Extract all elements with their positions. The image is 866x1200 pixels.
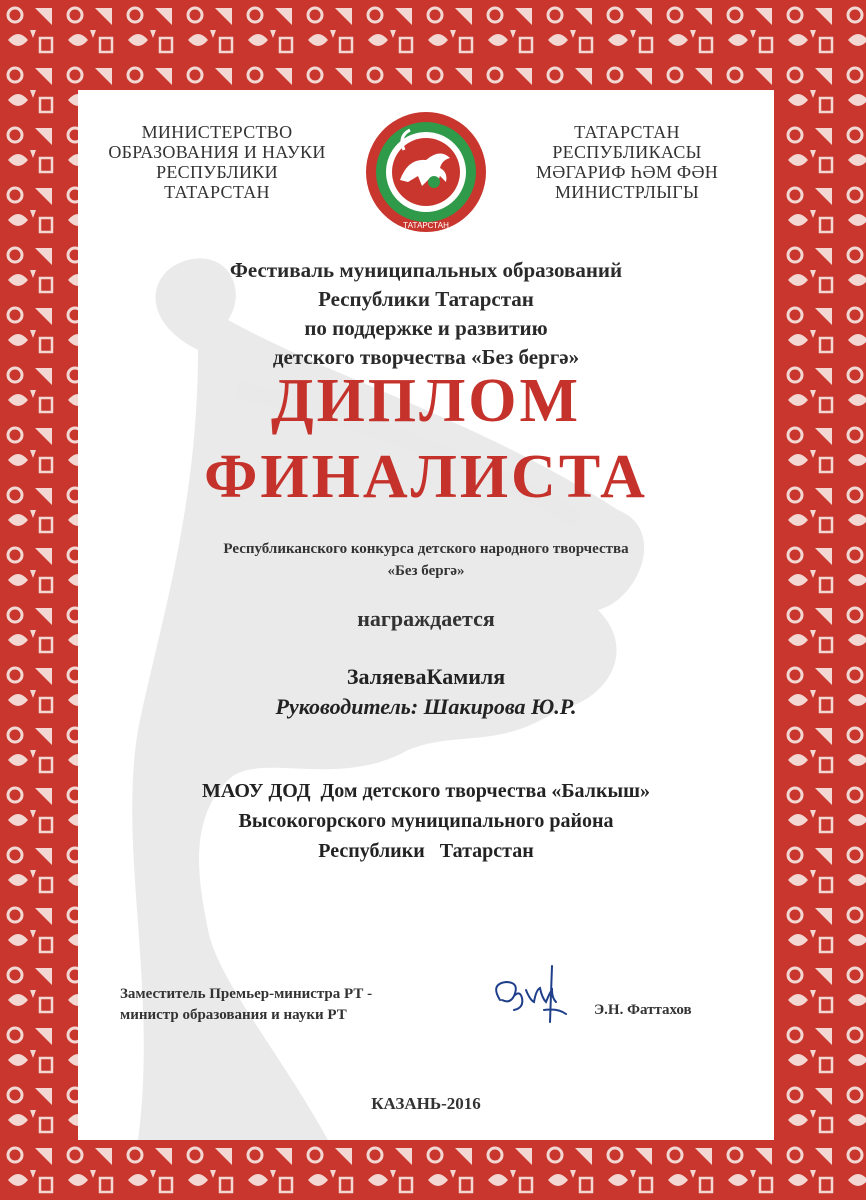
ministry-ru-line: МИНИСТЕРСТВО: [141, 122, 293, 142]
recipient-leader: Руководитель: Шакирова Ю.Р.: [275, 694, 577, 719]
ministry-ru-line: ТАТАРСТАН: [164, 182, 270, 202]
ministry-tt-line: ТАТАРСТАН: [574, 122, 680, 142]
diploma-sheet: [78, 90, 774, 1140]
city-year: КАЗАНЬ-2016: [371, 1094, 481, 1113]
organization: [78, 776, 774, 866]
organization-line: МАОУ ДОД Дом детского творчества «Балкыш»: [202, 780, 650, 802]
ministry-name-russian: [92, 122, 342, 202]
signatory-position: [120, 984, 460, 1026]
ministry-ru-line: РЕСПУБЛИКИ: [156, 162, 278, 182]
diploma-title: ДИПЛОМ: [270, 367, 582, 435]
festival-heading: [78, 256, 774, 372]
ministry-name-tatar: [502, 122, 752, 202]
tatarstan-emblem-icon: [364, 110, 488, 234]
contest-line: «Без бергә»: [387, 563, 465, 579]
signatory-name: Э.Н. Фаттахов: [594, 1002, 692, 1018]
ministry-tt-line: МӘГАРИФ ҺӘМ ФӘН: [535, 162, 719, 182]
festival-line: детского творчества «Без бергә»: [272, 345, 580, 369]
ministry-tt-line: МИНИСТРЛЫГЫ: [555, 182, 699, 202]
ministry-tt-line: РЕСПУБЛИКАСЫ: [552, 142, 702, 162]
awarded-label: награждается: [357, 606, 495, 631]
festival-line: по поддержке и развитию: [304, 316, 548, 340]
handwritten-signature: [486, 956, 596, 1036]
position-line: министр образования и науки РТ: [120, 1007, 347, 1023]
festival-line: Республики Татарстан: [318, 287, 534, 311]
emblem-caption: ТАТАРСТАН: [403, 221, 449, 230]
contest-line: Республиканского конкурса детского народного творчества: [223, 541, 629, 557]
organization-line: Республики Татарстан: [318, 840, 534, 862]
position-line: Заместитель Премьер-министра РТ -: [120, 986, 373, 1002]
contest-name: [78, 538, 774, 582]
diploma-subtitle: ФИНАЛИСТА: [204, 443, 648, 511]
recipient-name: ЗаляеваКамиля: [346, 664, 506, 689]
festival-line: Фестиваль муниципальных образований: [229, 258, 623, 282]
ministry-ru-line: ОБРАЗОВАНИЯ И НАУКИ: [108, 142, 326, 162]
organization-line: Высокогорского муниципального района: [238, 810, 614, 832]
